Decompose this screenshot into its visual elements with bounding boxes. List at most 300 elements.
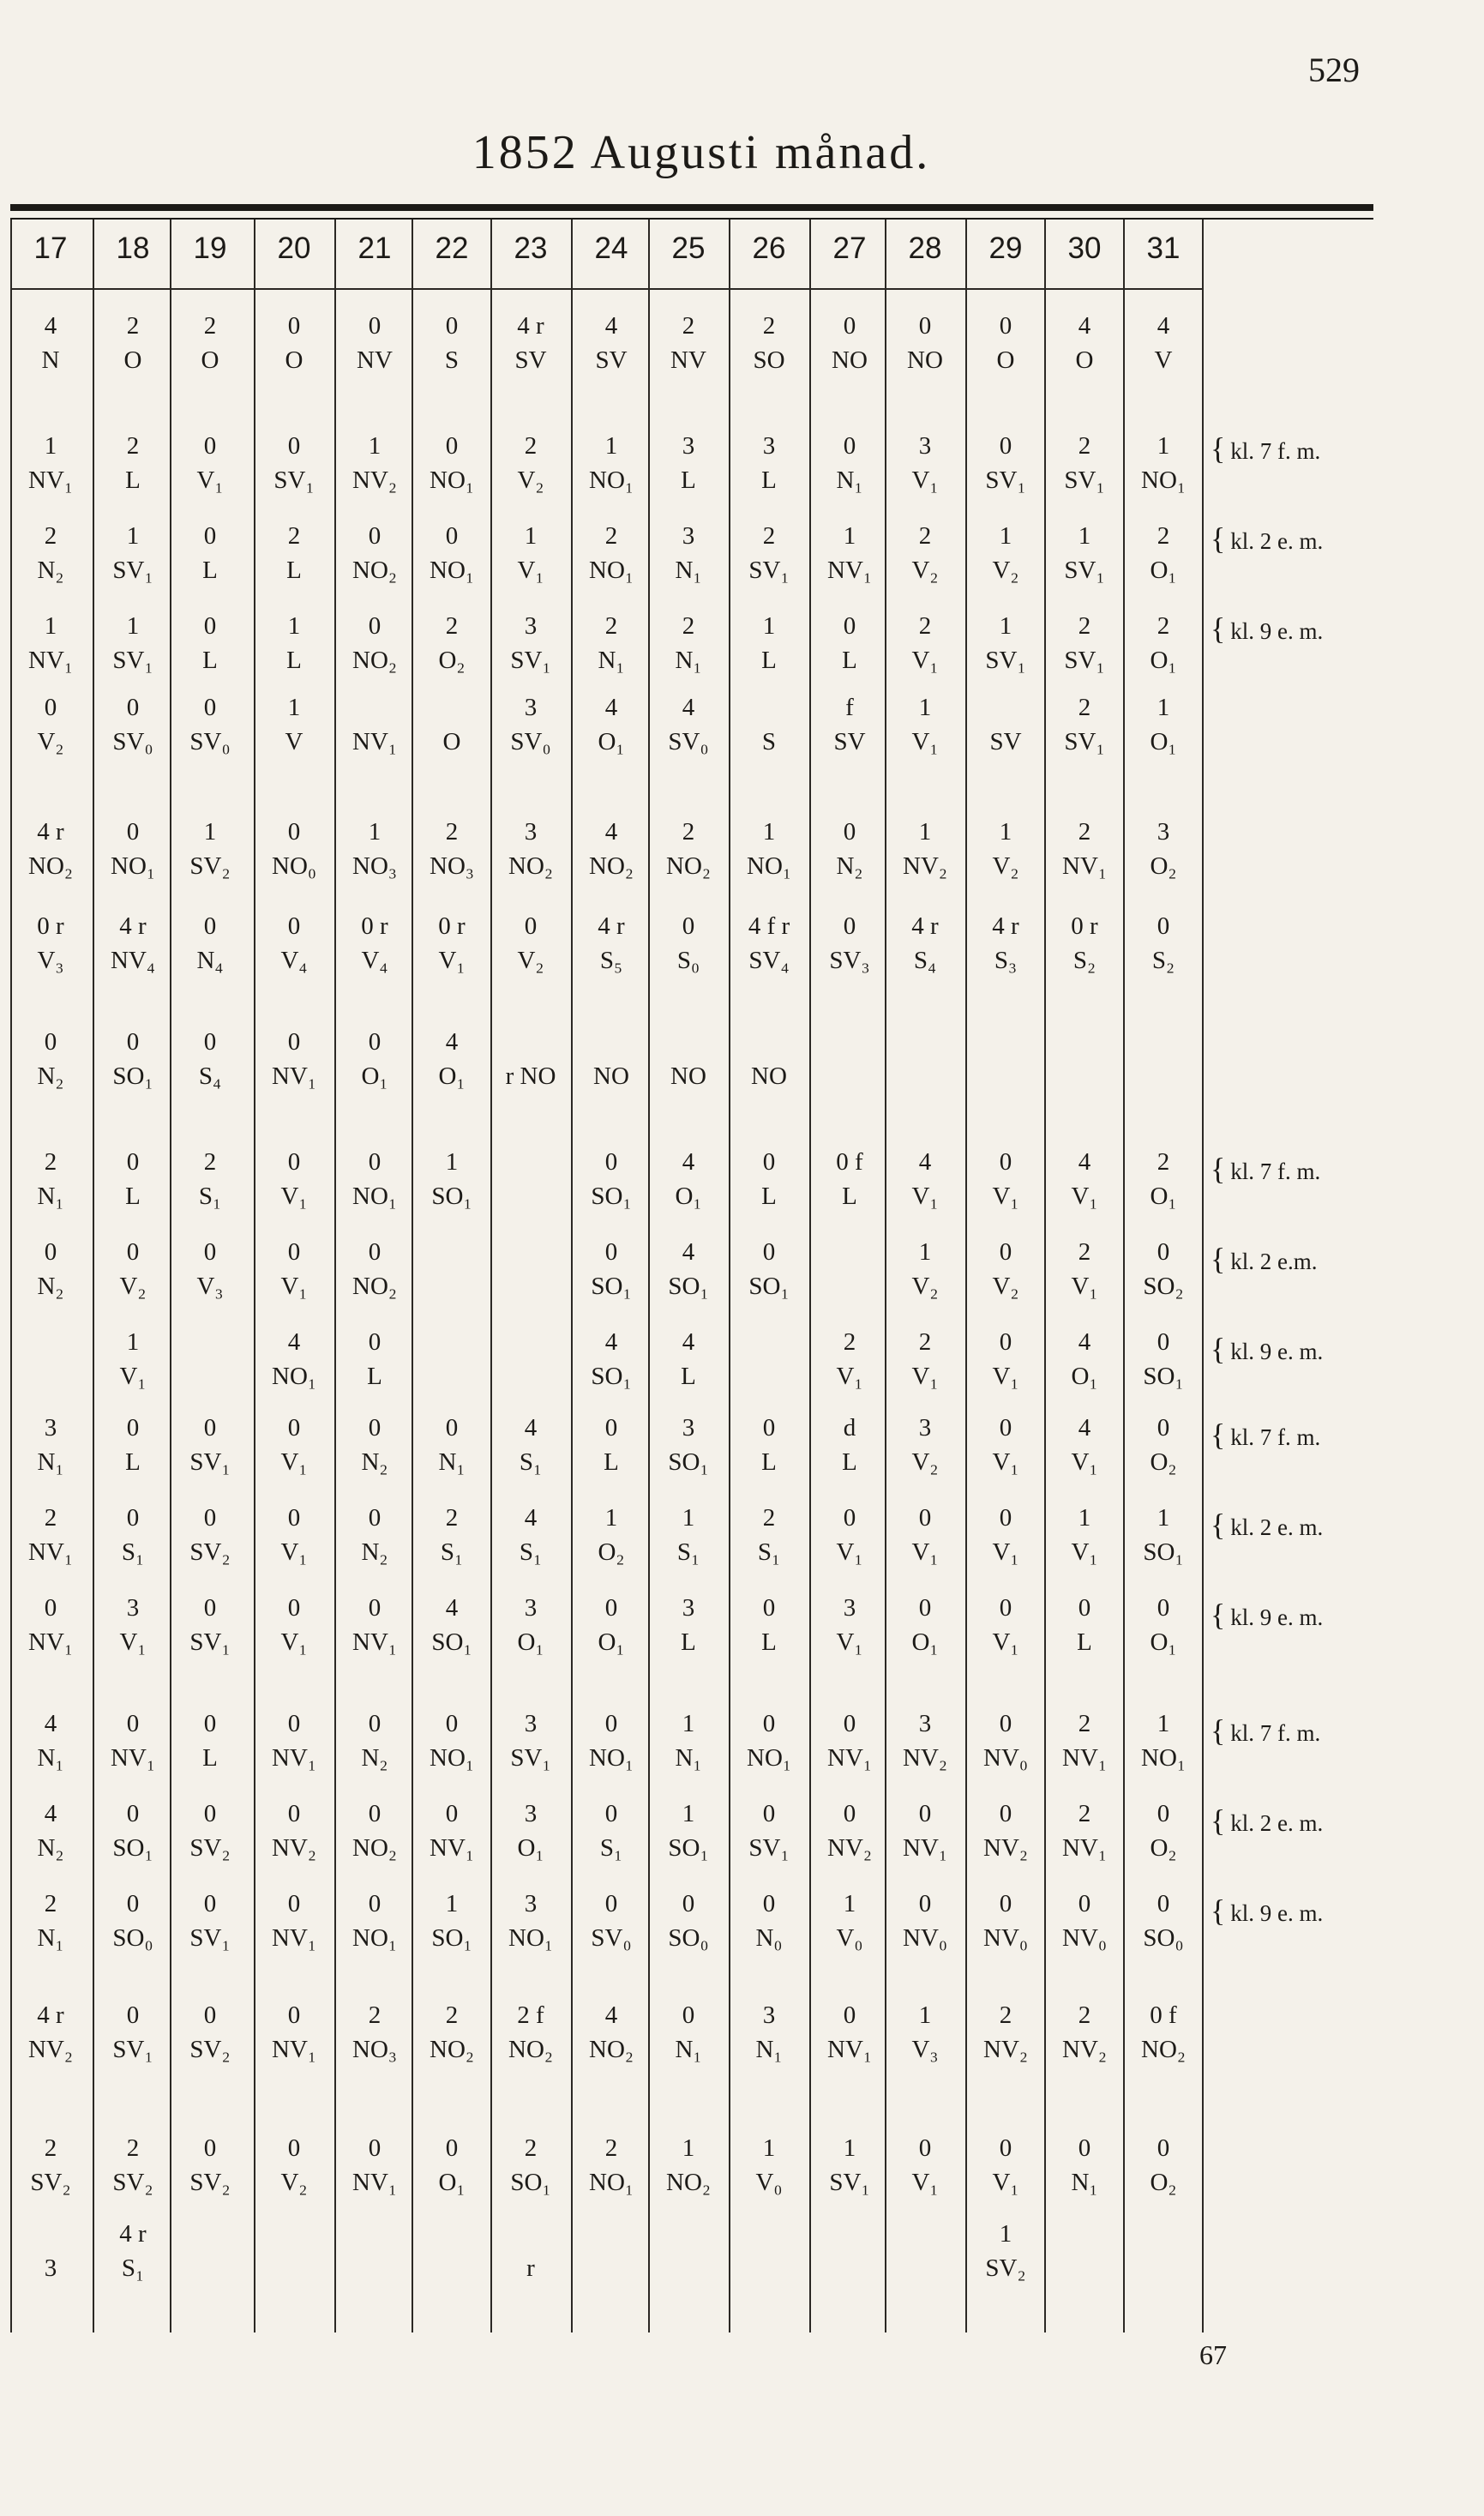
observation-cell: 1 NV₂ [352, 432, 397, 494]
observation-cell: 2 S₁ [198, 1148, 222, 1210]
observation-cell: 0 NO₁ [430, 1710, 474, 1772]
observation-cell: 4 r SV [514, 312, 547, 374]
observation-cell: 0 S₁ [121, 1504, 145, 1566]
brace-mark: { [1211, 1242, 1226, 1276]
observation-cell: 0 L [761, 1148, 777, 1210]
observation-cell: 0 NV₀ [983, 1890, 1028, 1952]
observation-cell: 4 V₁ [1071, 1148, 1098, 1210]
observation-cell: 0 NO₁ [352, 1148, 397, 1210]
observation-cell: 0 SV₀ [112, 694, 153, 755]
observation-cell: d L [842, 1414, 857, 1476]
observation-cell: 2 O₁ [1150, 522, 1177, 584]
observation-cell: 0 NV₁ [352, 2134, 397, 2196]
observation-cell: 0 S₄ [198, 1028, 222, 1090]
observation-cell: 0 NV₁ [903, 1800, 947, 1862]
observation-cell: 0 SV₂ [189, 1800, 231, 1862]
observation-cell: 4 r S₁ [119, 2220, 147, 2282]
observation-cell: 0 O₁ [361, 1028, 388, 1090]
observation-cell: 1 NO₁ [1141, 1710, 1186, 1772]
observation-cell: 0 r V₄ [361, 912, 388, 974]
observation-cell: 1 NO₁ [1141, 432, 1186, 494]
observation-cell: 0 NO₁ [111, 818, 155, 880]
observation-cell: 0 N₁ [675, 2001, 702, 2063]
observation-cell: 0 S₂ [1151, 912, 1175, 974]
observation-cell: 0 SV₃ [829, 912, 870, 974]
observation-cell: 0 SO₀ [1143, 1890, 1184, 1952]
observation-cell: 0 L [125, 1414, 141, 1476]
observation-cell: 4 r S₃ [992, 912, 1019, 974]
observation-cell: 2 SV₁ [748, 522, 790, 584]
observation-cell: 1 V₀ [836, 1890, 863, 1952]
observation-cell: 0 SV₁ [985, 432, 1026, 494]
observation-cell: 2 NO₂ [430, 2001, 474, 2063]
day-header: 26 [752, 232, 786, 265]
observation-cell: 3 NO₂ [508, 818, 553, 880]
time-note-label: kl. 7 f. m. [1230, 1424, 1321, 1450]
observation-cell: 2 O [201, 312, 219, 374]
observation-cell: 0 L [761, 1414, 777, 1476]
observation-cell: 0 V₂ [992, 1238, 1019, 1300]
observation-cell: 0 SO₁ [591, 1238, 632, 1300]
observation-cell: 4 O [1075, 312, 1094, 374]
time-note-label: kl. 9 e. m. [1230, 1900, 1324, 1926]
observation-cell: 1 SV₁ [829, 2134, 870, 2196]
observation-cell: 0 f NO₂ [1141, 2001, 1186, 2063]
observation-cell: 2 SV₁ [1064, 432, 1105, 494]
observation-cell: 1 NV₁ [28, 612, 73, 674]
observation-cell: 4 r S₅ [598, 912, 625, 974]
brace-mark: { [1211, 1418, 1226, 1452]
observation-cell: 2 SO₁ [510, 2134, 551, 2196]
observation-cell: 0 NV [357, 312, 393, 374]
observation-cell: 0 N₂ [361, 1414, 388, 1476]
observation-cell: 1 SV₁ [985, 612, 1026, 674]
observation-cell: 1 V₁ [1071, 1504, 1098, 1566]
observation-cell: 0 O₁ [438, 2134, 466, 2196]
observation-cell: 2 O [123, 312, 142, 374]
observation-cell: 0 O₂ [1150, 1800, 1177, 1862]
observation-cell: 1 NO₁ [589, 432, 634, 494]
observation-cell: 0 L [202, 1710, 218, 1772]
observation-cell: 4 N₁ [37, 1710, 64, 1772]
day-header: 31 [1146, 232, 1181, 265]
observation-cell: 0 NV₀ [903, 1890, 947, 1952]
observation-cell: 0 SO₀ [112, 1890, 153, 1952]
observation-cell: 0 NV₀ [1062, 1890, 1107, 1952]
observation-cell: 0 S₀ [676, 912, 700, 974]
observation-cell: 2 O₂ [438, 612, 466, 674]
observation-cell: 2 NV₁ [28, 1504, 73, 1566]
observation-cell: 1 SV₁ [1064, 522, 1105, 584]
observation-cell: 0 V₁ [196, 432, 224, 494]
day-header: 21 [357, 232, 392, 265]
time-note [1211, 1509, 1481, 1543]
brace-mark: { [1211, 1152, 1226, 1186]
observation-cell: 2 O₁ [1150, 1148, 1177, 1210]
observation-cell: 1 V₁ [119, 1328, 147, 1390]
observation-cell: 3 SV₁ [510, 1710, 551, 1772]
observation-cell: 0 L [202, 522, 218, 584]
observation-cell: 0 V₁ [280, 1414, 308, 1476]
observation-cell: 0 NV₂ [827, 1800, 872, 1862]
observation-cell: 3 V₁ [911, 432, 939, 494]
observation-cell: 0 N₄ [196, 912, 224, 974]
observation-cell: 0 SV₁ [273, 432, 315, 494]
observation-cell: 0 r V₃ [37, 912, 64, 974]
observation-cell: 1 L [761, 612, 777, 674]
observation-cell: 0 r V₁ [438, 912, 466, 974]
observation-cell: 0 L [761, 1594, 777, 1656]
observation-cell: 2 V₁ [911, 612, 939, 674]
observation-cell: 0 NO₁ [430, 522, 474, 584]
observation-cell: 4 r NV₄ [111, 912, 155, 974]
day-header: 22 [435, 232, 469, 265]
observation-cell: NV₁ [352, 728, 397, 755]
observation-cell: 1 O₁ [1150, 694, 1177, 755]
observation-cell: 0 V₁ [911, 2134, 939, 2196]
observation-cell: 4 N₂ [37, 1800, 64, 1862]
time-note-label: kl. 2 e. m. [1230, 1514, 1324, 1540]
observation-cell: S [761, 728, 777, 755]
observation-cell: 0 O [285, 312, 303, 374]
observation-cell: 0 V₄ [280, 912, 308, 974]
observation-cell: 0 V₁ [836, 1504, 863, 1566]
observation-cell: 1 NO₂ [666, 2134, 711, 2196]
observation-cell: 0 V₂ [119, 1238, 147, 1300]
observation-cell: 0 O₂ [1150, 2134, 1177, 2196]
page-title: 1852 Augusti månad. [472, 126, 931, 179]
observation-cell: 0 NV₁ [827, 2001, 872, 2063]
observation-cell: 1 NV₁ [827, 522, 872, 584]
observation-cell: 1 V₁ [911, 694, 939, 755]
observation-cell: 0 V₁ [280, 1238, 308, 1300]
observation-cell: 3 L [681, 432, 696, 494]
observation-cell: 3 L [761, 432, 777, 494]
time-note [1211, 1715, 1481, 1749]
observation-cell: 0 SV₁ [748, 1800, 790, 1862]
observation-cell: 4 O₁ [1071, 1328, 1098, 1390]
time-note [1211, 1153, 1481, 1187]
observation-cell: 3 N₁ [37, 1414, 64, 1476]
day-header: 28 [908, 232, 942, 265]
observation-cell: 0 L [202, 612, 218, 674]
observation-cell: 0 SO₁ [112, 1800, 153, 1862]
observation-cell: 0 NV₁ [430, 1800, 474, 1862]
observation-cell: 2 NV₁ [1062, 818, 1107, 880]
observation-cell: 0 O₂ [1150, 1414, 1177, 1476]
observation-cell: 0 L [604, 1414, 619, 1476]
day-header: 25 [671, 232, 706, 265]
observation-cell: 0 SO₁ [1143, 1328, 1184, 1390]
observation-cell: f SV [833, 694, 866, 755]
observation-cell: 3 V₁ [119, 1594, 147, 1656]
observation-cell: 0 O [996, 312, 1015, 374]
observation-cell: 0 NO₂ [352, 1238, 397, 1300]
observation-cell: 2 N₁ [37, 1890, 64, 1952]
observation-cell: 1 V₀ [755, 2134, 783, 2196]
observation-cell: 0 L [125, 1148, 141, 1210]
observation-cell: 1 NV₂ [903, 818, 947, 880]
time-note [1211, 1805, 1481, 1839]
observation-cell: 4 NO₂ [589, 2001, 634, 2063]
brace-mark: { [1211, 1508, 1226, 1542]
observation-cell: 2 N₂ [37, 522, 64, 584]
observation-cell: 1 SO₁ [668, 1800, 709, 1862]
observation-cell: 3 V₁ [836, 1594, 863, 1656]
observation-cell: 0 N₂ [836, 818, 863, 880]
observation-cell: 2 NV₂ [1062, 2001, 1107, 2063]
observation-cell: 0 V₁ [992, 1594, 1019, 1656]
observation-cell: 0 L [842, 612, 857, 674]
observation-cell: 0 N₂ [361, 1710, 388, 1772]
time-note-label: kl. 2 e. m. [1230, 1810, 1324, 1836]
observation-cell: 4 SV₀ [668, 694, 709, 755]
observation-cell: 3 SV₀ [510, 694, 551, 755]
observation-cell: 0 SO₁ [112, 1028, 153, 1090]
observation-cell: 0 NO₁ [430, 432, 474, 494]
observation-cell: 3 N₁ [755, 2001, 783, 2063]
observation-cell: 4 O₁ [438, 1028, 466, 1090]
time-note-label: kl. 7 f. m. [1230, 1159, 1321, 1184]
observation-cell: 0 V₁ [280, 1148, 308, 1210]
observation-cell: 0 N₁ [836, 432, 863, 494]
observation-cell: 2 V₁ [911, 1328, 939, 1390]
observation-cell: 2 S₁ [757, 1504, 781, 1566]
observation-cell: 0 V₂ [37, 694, 64, 755]
observation-cell: 2 V₁ [1071, 1238, 1098, 1300]
observation-cell: 1 SV₁ [112, 522, 153, 584]
observation-cell: 4 O₁ [675, 1148, 702, 1210]
observation-cell: 3 SV₁ [510, 612, 551, 674]
observation-cell: 2 V₁ [836, 1328, 863, 1390]
brace-mark: { [1211, 611, 1226, 646]
observation-cell: 3 NV₂ [903, 1710, 947, 1772]
observation-cell: 1 SO₁ [431, 1148, 472, 1210]
observation-cell: 2 S₁ [440, 1504, 464, 1566]
brace-mark: { [1211, 1332, 1226, 1366]
observation-cell: 4 SO₁ [591, 1328, 632, 1390]
observation-cell: 0 NO₁ [352, 1890, 397, 1952]
observation-cell: 0 V₁ [992, 1414, 1019, 1476]
brace-mark: { [1211, 1893, 1226, 1928]
observation-cell: 0 SV₁ [189, 1594, 231, 1656]
observation-cell: 0 S₁ [599, 1800, 623, 1862]
observation-cell: NO [593, 1062, 629, 1090]
observation-cell: 1 NV₁ [28, 432, 73, 494]
observation-cell: 1 V₂ [992, 522, 1019, 584]
time-note-label: kl. 7 f. m. [1230, 438, 1321, 464]
observation-cell: 0 NV₁ [272, 1890, 316, 1952]
observation-cell: 2 V₂ [911, 522, 939, 584]
day-header: 29 [988, 232, 1023, 265]
observation-cell: 1 O₂ [598, 1504, 625, 1566]
observation-cell: 0 NO₂ [352, 522, 397, 584]
observation-cell: 1 SO₁ [1143, 1504, 1184, 1566]
observation-cell: 0 SO₁ [748, 1238, 790, 1300]
observation-cell: 0 NO₁ [589, 1710, 634, 1772]
observation-cell: 0 NO₁ [747, 1710, 791, 1772]
observation-cell: 2 f NO₂ [508, 2001, 553, 2063]
observation-cell: r [526, 2254, 535, 2282]
day-header: 23 [514, 232, 548, 265]
observation-cell: 0 N₀ [755, 1890, 783, 1952]
day-header: 20 [277, 232, 311, 265]
observation-cell: 1 NO₁ [747, 818, 791, 880]
footer-number: 67 [1199, 2339, 1227, 2370]
observation-cell: 1 SV₂ [985, 2220, 1026, 2282]
observation-cell: 2 NV₂ [983, 2001, 1028, 2063]
observation-cell: 0 SV₀ [591, 1890, 632, 1952]
time-note-label: kl. 7 f. m. [1230, 1720, 1321, 1746]
observation-cell: 0 SV₁ [189, 1414, 231, 1476]
observation-cell: 0 NO₀ [272, 818, 316, 880]
observation-cell: 4 S₁ [519, 1414, 543, 1476]
observation-cell: 0 O₁ [1150, 1594, 1177, 1656]
observation-cell: 0 SO₂ [1143, 1238, 1184, 1300]
observation-cell: 3 N₁ [675, 522, 702, 584]
observation-cell: 1 SV₂ [189, 818, 231, 880]
observation-cell: 1 S₁ [676, 1504, 700, 1566]
observation-cell: 2 SV₁ [1064, 612, 1105, 674]
observation-cell: 3 O₂ [1150, 818, 1177, 880]
observation-cell: 2 SV₂ [30, 2134, 71, 2196]
observation-cell: 1 V₁ [517, 522, 544, 584]
brace-mark: { [1211, 1598, 1226, 1632]
observation-cell: 2 NV₁ [1062, 1710, 1107, 1772]
day-header: 17 [33, 232, 68, 265]
brace-mark: { [1211, 521, 1226, 556]
observation-cell: 0 SO₁ [591, 1148, 632, 1210]
observation-cell: 0 NO [832, 312, 868, 374]
time-note-label: kl. 9 e. m. [1230, 1339, 1324, 1364]
observation-cell: 4 V₁ [1071, 1414, 1098, 1476]
observation-cell: 1 SV₁ [112, 612, 153, 674]
observation-cell: 4 f r SV₄ [748, 912, 790, 974]
observation-cell: 4 NO₁ [272, 1328, 316, 1390]
time-note-label: kl. 9 e. m. [1230, 618, 1324, 644]
observation-cell: 0 S [444, 312, 460, 374]
day-header: 18 [116, 232, 150, 265]
day-header: 30 [1067, 232, 1102, 265]
observation-cell: 1 SO₁ [431, 1890, 472, 1952]
observation-cell: 2 O₁ [1150, 612, 1177, 674]
time-note-label: kl. 9 e. m. [1230, 1604, 1324, 1630]
observation-cell: 0 N₂ [37, 1028, 64, 1090]
observation-cell: 0 NO₂ [352, 612, 397, 674]
observation-cell: 0 V₁ [280, 1594, 308, 1656]
observation-cell: 1 V [285, 694, 303, 755]
observation-cell: 2 L [125, 432, 141, 494]
observation-cell: 0 NV₁ [827, 1710, 872, 1772]
observation-cell: 0 V₁ [280, 1504, 308, 1566]
time-note [1211, 1895, 1481, 1929]
day-header: 24 [594, 232, 628, 265]
observation-cell: 0 V₂ [517, 912, 544, 974]
observation-cell: O [442, 728, 461, 755]
observation-cell: 0 NV₁ [272, 1028, 316, 1090]
observation-cell: 0 V₁ [992, 1504, 1019, 1566]
observation-cell: 0 V₁ [992, 1148, 1019, 1210]
observation-cell: 0 SV₁ [112, 2001, 153, 2063]
observation-cell: 0 V₂ [280, 2134, 308, 2196]
observation-cell: 0 NV₁ [111, 1710, 155, 1772]
observation-cell: 4 r S₄ [911, 912, 939, 974]
observation-cell: 0 NV₁ [352, 1594, 397, 1656]
observation-cell: 1 L [286, 612, 302, 674]
observation-cell: 3 L [681, 1594, 696, 1656]
observation-cell: 2 NV₁ [1062, 1800, 1107, 1862]
observation-cell: 2 NO₃ [352, 2001, 397, 2063]
observation-cell: 0 NO₂ [352, 1800, 397, 1862]
time-note [1211, 523, 1481, 557]
observation-cell: 0 L [1077, 1594, 1092, 1656]
time-note-label: kl. 2 e.m. [1230, 1249, 1318, 1274]
observation-cell: 0 O₁ [911, 1594, 939, 1656]
observation-cell: NO [751, 1062, 787, 1090]
observation-cell: 4 NO₂ [589, 818, 634, 880]
header-row-rule [10, 288, 1202, 290]
observation-cell: 0 SO₀ [668, 1890, 709, 1952]
time-note [1211, 1333, 1481, 1367]
observation-cell: 0 SV₀ [189, 694, 231, 755]
observation-cell: 3 O₁ [517, 1594, 544, 1656]
observation-cell: 4 O₁ [598, 694, 625, 755]
brace-mark: { [1211, 1713, 1226, 1748]
observation-cell: 0 SV₂ [189, 1504, 231, 1566]
observation-cell: 0 V₁ [992, 1328, 1019, 1390]
observation-cell: 3 V₂ [911, 1414, 939, 1476]
observation-cell: 4 V₁ [911, 1148, 939, 1210]
time-note [1211, 1599, 1481, 1633]
observation-cell: 4 S₁ [519, 1504, 543, 1566]
observation-cell: 1 N₁ [675, 1710, 702, 1772]
observation-cell: 3 [44, 2254, 57, 2282]
observation-cell: 0 N₂ [361, 1504, 388, 1566]
observation-cell: 4 SO₁ [668, 1238, 709, 1300]
observation-cell: 2 SV₂ [112, 2134, 153, 2196]
observation-cell: 0 NV₁ [272, 2001, 316, 2063]
observation-cell: 4 SV [595, 312, 628, 374]
observation-cell: 3 NO₁ [508, 1890, 553, 1952]
observation-cell: 4 N [41, 312, 60, 374]
observation-cell: 2 NO₃ [430, 818, 474, 880]
observation-cell: 1 V₃ [911, 2001, 939, 2063]
observation-cell: 0 SV₂ [189, 2134, 231, 2196]
observation-cell: SV [989, 728, 1022, 755]
observation-cell: 4 L [681, 1328, 696, 1390]
observation-cell: 2 SV₁ [1064, 694, 1105, 755]
observation-cell: 0 NV₁ [28, 1594, 73, 1656]
time-note-label: kl. 2 e. m. [1230, 528, 1324, 554]
observation-cell: 1 NO₃ [352, 818, 397, 880]
observation-cell: 0 V₁ [911, 1504, 939, 1566]
observation-cell: 1 V₂ [911, 1238, 939, 1300]
observation-cell: r NO [505, 1062, 556, 1090]
observation-cell: 2 L [286, 522, 302, 584]
time-note [1211, 613, 1481, 647]
header-rule-thin [10, 218, 1373, 220]
observation-cell: 2 V₂ [517, 432, 544, 494]
observation-cell: 0 NV₁ [272, 1710, 316, 1772]
observation-cell: 0 f L [836, 1148, 863, 1210]
observation-cell: 0 V₁ [992, 2134, 1019, 2196]
observation-cell: 4 r NV₂ [28, 2001, 73, 2063]
observation-cell: 4 r NO₂ [28, 818, 73, 880]
observation-cell: 3 O₁ [517, 1800, 544, 1862]
observation-cell: 0 NO [907, 312, 943, 374]
observation-cell: 0 V₃ [196, 1238, 224, 1300]
page-number: 529 [1308, 51, 1360, 89]
